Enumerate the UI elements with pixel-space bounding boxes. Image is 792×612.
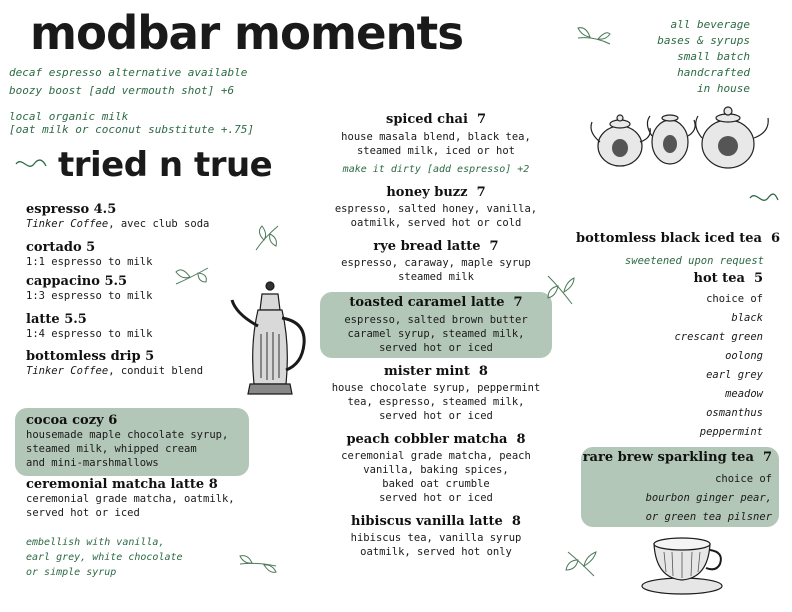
item-name: hot tea 5 — [693, 271, 763, 286]
item-cocoa-cozy — [26, 413, 228, 470]
item-desc: served hot or iced — [379, 410, 493, 422]
tagline-line: all beverage — [670, 18, 750, 31]
item-rye-bread-latte — [320, 239, 552, 284]
coffee-pot-illustration — [228, 274, 312, 402]
item-desc: espresso, caraway, maple syrup — [341, 257, 531, 269]
item-desc: steamed milk — [398, 271, 474, 283]
item-name: cocoa cozy 6 — [26, 413, 118, 428]
item-name: latte 5.5 — [26, 312, 87, 327]
item-desc: and mini-marshmallows — [26, 457, 159, 469]
section-title: tried n true — [58, 145, 273, 185]
sweetened-note: sweetened upon request — [624, 255, 764, 267]
item-spiced-chai — [320, 112, 552, 176]
item-desc: ceremonial grade matcha, oatmilk, — [26, 493, 235, 505]
tagline-line: handcrafted — [677, 66, 750, 79]
item-name: honey buzz 7 — [386, 185, 486, 200]
boozy-note: boozy boost [add vermouth shot] +6 — [9, 84, 235, 97]
item-desc: espresso, salted honey, vanilla, — [334, 203, 538, 215]
item-name: mister mint 8 — [384, 364, 488, 379]
item-desc: served hot or iced — [379, 492, 493, 504]
item-name: bottomless drip 5 — [26, 349, 155, 364]
leaf-sprig-icon — [576, 24, 612, 48]
item-name: spiced chai 7 — [386, 112, 486, 127]
leaf-sprig-icon — [564, 548, 598, 580]
teacup-illustration — [640, 534, 726, 596]
item-hibiscus — [320, 514, 552, 559]
item-espresso — [26, 202, 209, 231]
leaf-sprig-icon — [544, 272, 576, 308]
item-peach-cobbler — [320, 432, 552, 505]
tagline-line: in house — [697, 82, 750, 95]
tagline-line: bases & syrups — [657, 34, 750, 47]
squiggle-icon — [14, 158, 48, 172]
item-desc: served hot or iced — [26, 507, 140, 519]
item-desc: house chocolate syrup, peppermint — [331, 382, 541, 394]
milk-note-line1: local organic milk — [9, 110, 129, 123]
tagline-line: small batch — [677, 50, 750, 63]
dirty-note: make it dirty [add espresso] +2 — [342, 164, 530, 175]
hot-tea-option: osmanthus — [706, 407, 763, 419]
leaf-sprig-icon — [174, 262, 210, 288]
decaf-note: decaf espresso alternative available — [9, 66, 248, 79]
item-name: cappacino 5.5 — [26, 274, 128, 289]
item-desc: vanilla, baking spices, — [363, 464, 509, 476]
item-desc: 1:3 espresso to milk — [26, 290, 153, 302]
item-desc: steamed milk, iced or hot — [356, 145, 516, 157]
hot-tea-option: peppermint — [699, 426, 763, 438]
item-desc: Tinker Coffee, avec club soda — [26, 218, 210, 230]
item-name: rare brew sparkling tea 7 — [582, 450, 772, 465]
sparkling-option: bourbon ginger pear, — [645, 492, 772, 504]
item-desc: house masala blend, black tea, — [341, 131, 531, 143]
embellish-note — [26, 535, 183, 580]
item-desc: Tinker Coffee, conduit blend — [26, 365, 204, 377]
item-name: toasted caramel latte 7 — [349, 295, 523, 310]
embellish-line: earl grey, white chocolate — [26, 552, 183, 563]
item-desc: 1:1 espresso to milk — [26, 256, 153, 268]
item-desc: oatmilk, served hot only — [360, 546, 512, 558]
leaf-sprig-icon — [250, 222, 282, 254]
menu-title: modbar moments — [30, 6, 464, 60]
hot-tea-choice: choice of — [706, 293, 763, 305]
item-desc: ceremonial grade matcha, peach — [341, 450, 531, 462]
sparkling-choice: choice of — [715, 473, 772, 485]
item-name: peach cobbler matcha 8 — [346, 432, 526, 447]
item-name: rye bread latte 7 — [373, 239, 499, 254]
milk-note-line2: [oat milk or coconut substitute +.75] — [9, 123, 255, 136]
item-hot-tea — [674, 271, 763, 442]
item-cappacino — [26, 274, 152, 303]
squiggle-icon — [748, 192, 780, 206]
item-desc: 1:4 espresso to milk — [26, 328, 153, 340]
hot-tea-option: black — [731, 312, 763, 324]
embellish-line: embellish with vanilla, — [26, 537, 165, 548]
hot-tea-option: crescant green — [674, 331, 763, 343]
item-cortado — [26, 240, 152, 269]
item-bottomless-drip — [26, 349, 203, 378]
item-desc: housemade maple chocolate syrup, — [26, 429, 229, 441]
item-desc: hibiscus tea, vanilla syrup — [350, 532, 522, 544]
item-latte — [26, 312, 152, 341]
leaf-sprig-icon — [238, 552, 278, 576]
hot-tea-option: earl grey — [706, 369, 763, 381]
item-desc: oatmilk, served hot or cold — [350, 217, 522, 229]
item-name: ceremonial matcha latte 8 — [26, 477, 218, 492]
tagline — [657, 17, 750, 97]
hot-tea-option: meadow — [725, 388, 763, 400]
item-desc: tea, espresso, steamed milk, — [347, 396, 525, 408]
item-honey-buzz — [320, 185, 552, 230]
sparkling-option: or green tea pilsner — [645, 511, 772, 523]
item-sparkling-tea — [583, 450, 772, 527]
item-desc: served hot or iced — [379, 342, 493, 354]
item-mister-mint — [320, 364, 552, 423]
item-desc: steamed milk, whipped cream — [26, 443, 197, 455]
hot-tea-option: oolong — [725, 350, 763, 362]
item-iced-tea: bottomless black iced tea 6 — [576, 231, 781, 246]
item-toasted-caramel — [320, 295, 552, 355]
item-desc: caramel syrup, steamed milk, — [347, 328, 525, 340]
teapots-illustration — [588, 102, 774, 172]
item-desc: baked oat crumble — [382, 478, 490, 490]
item-name: cortado 5 — [26, 240, 96, 255]
item-desc: espresso, salted brown butter — [344, 314, 528, 326]
item-name: hibiscus vanilla latte 8 — [351, 514, 521, 529]
item-ceremonial-matcha — [26, 477, 235, 520]
embellish-line: or simple syrup — [26, 567, 117, 578]
item-name: espresso 4.5 — [26, 202, 117, 217]
